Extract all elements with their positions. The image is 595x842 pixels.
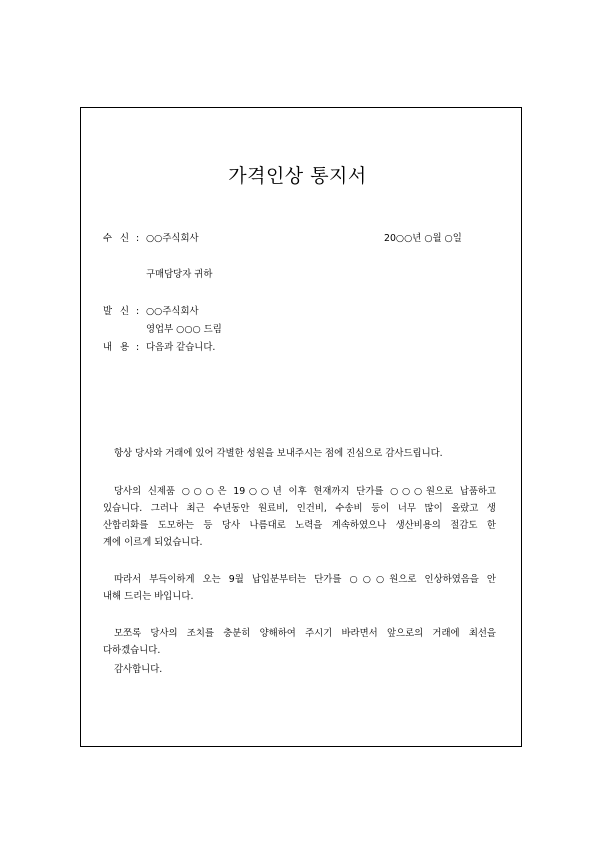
sender-company: ○○주식회사 [146,306,199,317]
paragraph-line: 당사의 신제품 ○○○은 19○○년 이후 현재까지 단가를 ○○○원으로 납품하고 [114,486,496,497]
paragraph-line: 모쪼록 당사의 조치를 충분히 양해하여 주시기 바라면서 앞으로의 거래에 최선을 [114,628,496,639]
paragraph-line: 내해 드리는 바입니다. [103,591,194,602]
closing-text: 감사합니다. [114,664,163,675]
body-paragraph-2 [103,483,496,551]
body-paragraph-3 [103,571,496,605]
recipient-attention: 구매담당자 귀하 [146,269,213,280]
paragraph-line: 계에 이르게 되었습니다. [103,537,203,548]
recipient-company: ○○주식회사 [146,233,199,244]
sender-department: 영업부 ○○○ 드림 [146,324,222,335]
paragraph-line: 다하겠습니다. [103,645,161,656]
document-title: 가격인상 통지서 [228,165,367,187]
paragraph-line: 산합리화를 도모하는 등 당사 나름대로 노력을 계속하였으나 생산비용의 절감도 한 [103,520,496,531]
paragraph-line: 따라서 부득이하게 오는 9월 납입분부터는 단가를 ○○○원으로 인상하였음을 안 [114,574,496,585]
subject-text: 다음과 같습니다. [146,342,216,353]
body-paragraph-4 [103,625,496,659]
paragraph-line: 있습니다. 그러나 최근 수년동안 원료비, 인건비, 수송비 등이 너무 많이 올랐고 생 [103,503,496,514]
document-date: 20○○년 ○월 ○일 [384,233,462,244]
body-paragraph-1: 항상 당사와 거래에 있어 각별한 성원을 보내주시는 점에 진심으로 감사드립니다. [114,448,443,459]
